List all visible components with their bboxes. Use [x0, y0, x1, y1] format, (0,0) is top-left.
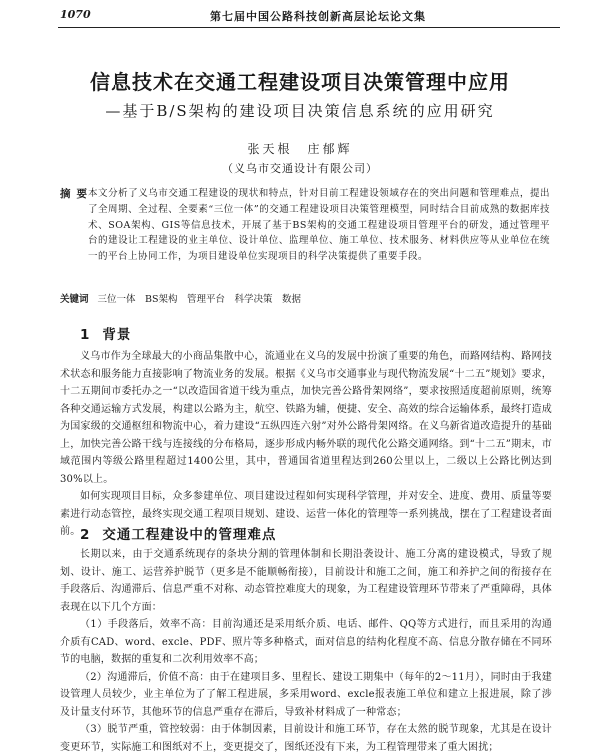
paragraph: 长期以来，由于交通系统现存的条块分割的管理体制和长期沿袭设计、施工分离的建设模式，导致了规划、设计、施工、运营养护脱节（更多是不能顺畅衔接），目前设计和施工之间，施工和养护之间的衔接存在手段落后、沟通滞后、信息严重不对称、动态管控难度大的现象，为工程建设管理环节带来了严重障碍，具体表现在以下几个方面：	[60, 549, 552, 613]
section-number: 2	[80, 527, 91, 543]
paragraph: （3）脱节严重，管控较弱：由于体制因素，目前设计和施工环节，存在太然的脱节现象，尤其是在设计变更环节，实际施工和图纸对不上，变更提交了，图纸还没有下来，为工程管理带来了重大困扰；	[60, 724, 552, 753]
header-rule	[58, 27, 560, 28]
paragraph: （1）手段落后，效率不高：目前沟通还是采用纸介质、电话、邮件、QQ等方式进行，而且采用的沟通介质有CAD、word、excle、PDF、照片等多种格式，面对信息的结构化程度不高、信息分散存储在不同环节的电脑，数据的重复和二次利用效率不高；	[60, 619, 552, 665]
abstract	[60, 186, 550, 265]
section-1-body	[60, 348, 552, 541]
section-title: 背景	[102, 327, 132, 343]
paragraph: 如何实现项目目标，众多参建单位、项目建设过程如何实现科学管理，并对安全、进度、费用、质量等要素进行动态管控，最终实现交通工程项目规划、建设、运营一体化的管理等一系列挑战，摆在了工程建设者面前。	[60, 491, 552, 537]
paper-title: 信息技术在交通工程建设项目决策管理中应用	[90, 70, 510, 94]
section-number: 1	[80, 327, 91, 343]
journal-title: 第七届中国公路科技创新高层论坛论文集	[210, 10, 426, 23]
paragraph: 义乌市作为全球最大的小商品集散中心，流通业在义乌的发展中扮演了重要的角色，而路网结构、路网技术状态和服务能力直接影响了物流业务的发展。根据《义乌市交通事业与现代物流发展“十二五”规划》要求，十二五期间市委托办之一“以改造国省道干线为重点，加快完善公路骨架网络”，要求按照适度超前原则，统筹各种交通运输方式发展，构建以公路为主，航空、铁路为辅，便捷、安全、高效的综合运输体系，最终打造成为国家级的交通枢纽和物流中心，着力建设“五纵四连六射”对外公路骨架网络。在义乌新省道改造提升的基础上，加快完善公路干线与连接线的分布格局，逐步形成内畅外联的现代化公路交通网络。到“十二五”期末，市域范围内等级公路里程超过1400公里，其中，普通国省道里程达到260公里以上，二级以上公路比例达到30%以上。	[60, 351, 552, 485]
paragraph: （2）沟通滞后，价值不高：由于在建项目多、里程长、建设工期集中（每年的2～11月），同时由于我建设管理人员较少，业主单位为了了解工程进展，多采用word、excle报表施工单位和建立上报进展，除了涉及计量支付环节，其他环节的信息严重存在滞后，导致补材料成了一种常态；	[60, 671, 552, 718]
section-title: 交通工程建设中的管理难点	[102, 527, 277, 543]
abstract-text: 本文分析了义乌市交通工程建设的现状和特点，针对目前工程建设领域存在的突出问题和管理难点，提出了全周期、全过程、全要素“三位一体”的交通工程建设项目决策管理模型，同时结合目前成熟的数据库技术、SOA架构、GIS等信息技术，开展了基于BS架构的交通工程建设项目管理平台的研发，通过管理平台的建设让工程建设的业主单位、设计单位、监理单位、施工单位、技术服务、材料供应等从业单位在统一的平台上协同工作，为项目建设单位实现项目的科学决策提供了重要手段。	[88, 188, 550, 263]
authors: 张天根 庄郁辉	[247, 142, 353, 156]
page-number: 1070	[60, 8, 91, 21]
affiliation: （义乌市交通设计有限公司）	[222, 162, 378, 175]
abstract-label: 摘要	[60, 188, 93, 200]
section-2-body	[60, 546, 552, 756]
section-heading-1	[80, 323, 131, 343]
section-heading-2	[80, 523, 276, 543]
keywords-label: 关键词	[60, 294, 89, 305]
running-header	[60, 8, 558, 24]
keywords-list: 三位一体 BS架构 管理平台 科学决策 数据	[97, 294, 302, 305]
paper-subtitle: —基于B/S架构的建设项目决策信息系统的应用研究	[105, 102, 495, 120]
keywords	[60, 291, 550, 305]
